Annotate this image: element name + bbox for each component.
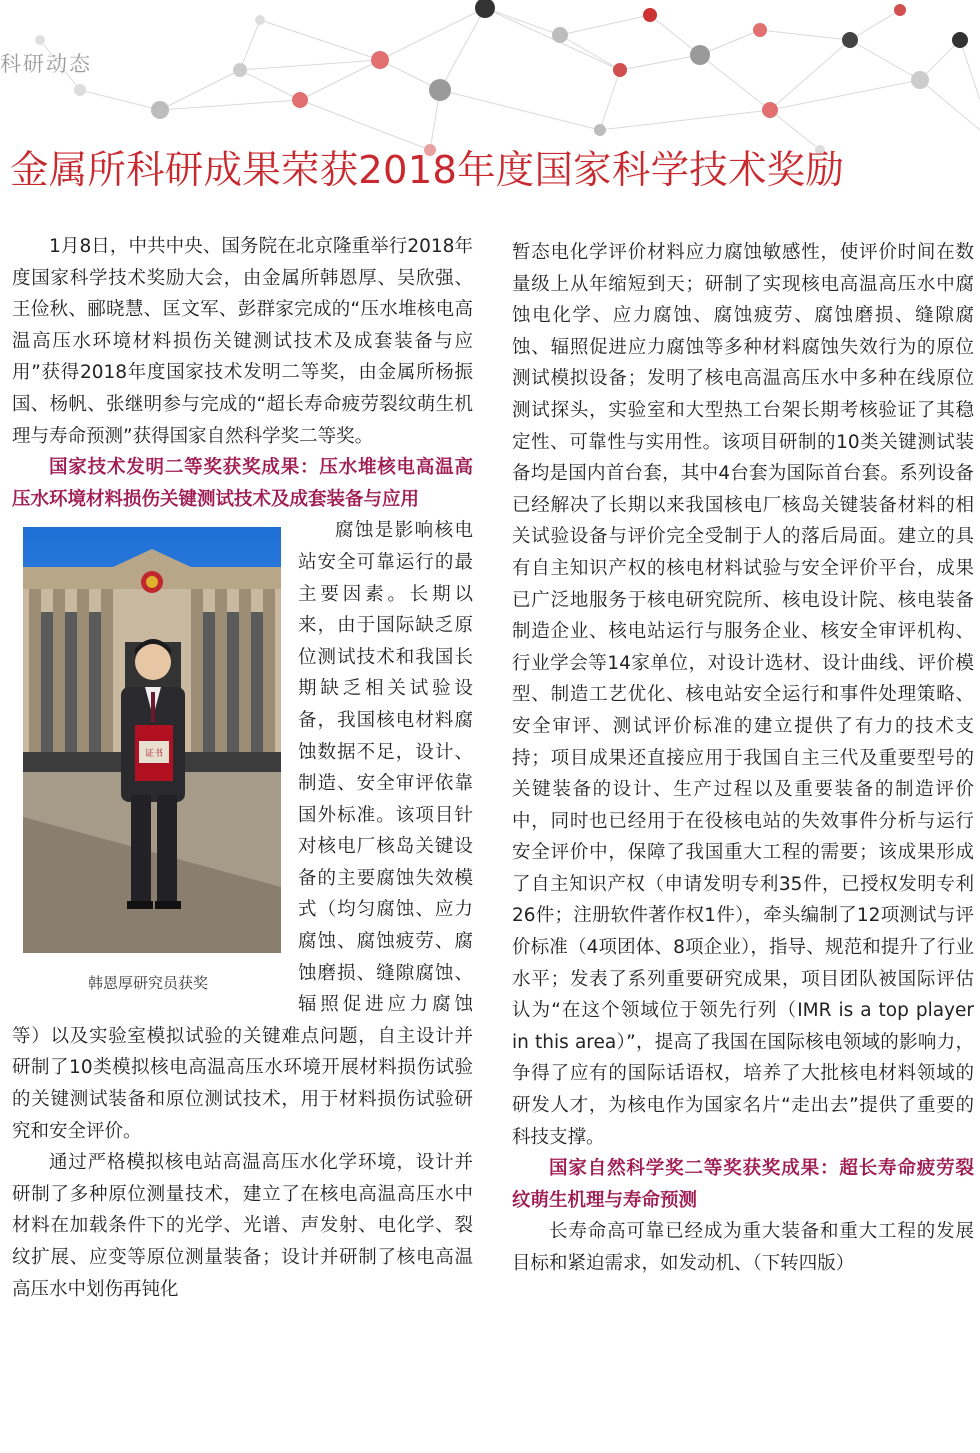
photo-caption: 韩恩厚研究员获奖: [87, 974, 208, 993]
subhead-invention-award: 国家技术发明二等奖获奖成果：压水堆核电高温高压水环境材料损伤关键测试技术及成套装备与应用: [12, 457, 473, 510]
corrosion-paragraph: 腐蚀是影响核电站安全可靠运行的最主要因素。长期以来，由于国际缺乏原位测试技术和我国长期缺乏相关试验设备，我国核电材料腐蚀数据不足，设计、制造、安全审评依靠国外标准。该项目针对核电厂核岛关键设备的主要腐蚀失效模式（均匀腐蚀、应力腐蚀、腐蚀疲劳、腐蚀磨损、缝隙腐蚀、辐照促进应力腐蚀等）以及实验室模拟试验的关键难点问题，自主设计并研制了10类模拟核电高温高压水环境开展材料损伤试验的关键测试装备和原位测试技术，用于材料损伤试验研究和安全评价。: [12, 520, 473, 1142]
subhead-natural-science-award: 国家自然科学奖二等奖获奖成果：超长寿命疲劳裂纹萌生机理与寿命预测: [512, 1158, 974, 1211]
simulation-paragraph: 通过严格模拟核电站高温高压水化学环境，设计并研制了多种原位测量技术，建立了在核电高温高压水中材料在加载条件下的光学、光谱、声发射、电化学、裂纹扩展、应变等原位测量装备；设计并研制了核电高温高压水中划伤再钝化: [12, 1152, 473, 1300]
left-column: [12, 231, 473, 1305]
right-column: [512, 237, 974, 1280]
section-label: 科研动态: [0, 52, 92, 76]
fatigue-paragraph: 长寿命高可靠已经成为重大装备和重大工程的发展目标和紧迫需求，如发动机、（下转四版）: [512, 1221, 974, 1274]
results-paragraph: 暂态电化学评价材料应力腐蚀敏感性，使评价时间在数量级上从年缩短到天；研制了实现核电高温高压水中腐蚀电化学、应力腐蚀、腐蚀疲劳、腐蚀磨损、缝隙腐蚀、辐照促进应力腐蚀等多种材料腐蚀失效行为的原位测试模拟设备；发明了核电高温高压水中多种在线原位测试探头，实验室和大型热工台架长期考核验证了其稳定性、可靠性与实用性。该项目研制的10类关键测试装备均是国内首台套，其中4台套为国际首台套。系列设备已经解决了长期以来我国核电厂核岛关键装备材料的相关试验设备与评价完全受制于人的落后局面。建立的具有自主知识产权的核电材料试验与安全评价平台，成果已广泛地服务于核电研究院所、核电设计院、核电装备制造企业、核电站运行与服务企业、核安全审评机构、行业学会等14家单位，对设计选材、设计曲线、评价模型、制造工艺优化、核电站安全运行和事件处理策略、安全审评、测试评价标准的建立提供了有力的技术支持；项目成果还直接应用于我国自主三代及重要型号的关键装备的设计、生产过程以及重要装备的制造评价中，同时也已经用于在役核电站的失效事件分析与运行安全评价中，保障了我国重大工程的需要；该成果形成了自主知识产权（申请发明专利35件，已授权发明专利26件；注册软件著作权1件），牵头编制了12项测试与评价标准（4项团体、8项企业），指导、规范和提升了行业水平；发表了系列重要研究成果，项目团队被国际评估认为“在这个领域位于领先行列（IMR is a top player in this area）”，提高了我国在国际核电领域的影响力，争得了应有的国际话语权，培养了大批核电材料领域的研发人才，为核电作为国家名片“走出去”提供了重要的科技支撑。: [512, 242, 974, 1148]
certificate-text: 证书: [144, 749, 164, 760]
award-photo-figure: [12, 527, 284, 993]
intro-paragraph: 1月8日，中共中央、国务院在北京隆重举行2018年度国家科学技术奖励大会，由金属所韩恩厚、吴欣强、王俭秋、郦晓慧、匡文军、彭群家完成的“压水堆核电高温高压水环境材料损伤关键测试技术及成套装备与应用”获得2018年度国家技术发明二等奖，由金属所杨振国、杨帆、张继明参与完成的“超长寿命疲劳裂纹萌生机理与寿命预测”获得国家自然科学奖二等奖。: [12, 236, 473, 447]
award-photo: [23, 527, 281, 953]
headline: 金属所科研成果荣获2018年度国家科学技术奖励: [10, 148, 845, 193]
